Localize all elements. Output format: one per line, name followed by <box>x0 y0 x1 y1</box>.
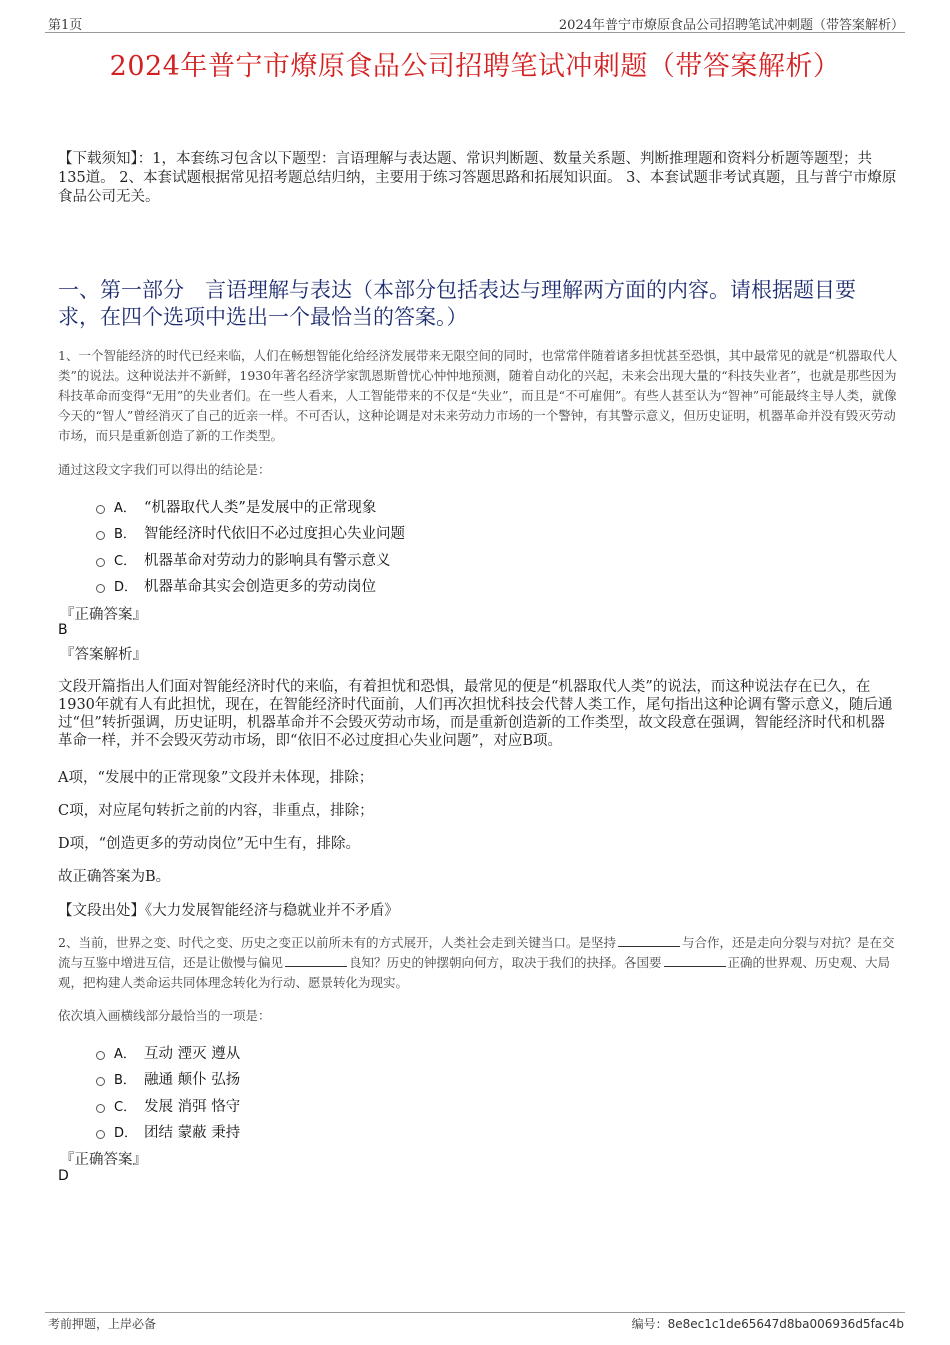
option-a[interactable]: A． 互动 湮灭 遵从 <box>96 1039 240 1066</box>
option-text: 互动 湮灭 遵从 <box>144 1045 241 1062</box>
answer-label: 『正确答案』 <box>60 1152 147 1168</box>
answer-value: B <box>58 622 68 638</box>
question-1-options <box>96 493 405 599</box>
analysis-note-d: D项，“创造更多的劳动岗位”无中生有，排除。 <box>58 836 360 852</box>
analysis-label: 『答案解析』 <box>60 647 147 663</box>
footer-divider <box>45 1312 905 1313</box>
answer-label: 『正确答案』 <box>60 607 147 623</box>
blank-line-2 <box>285 953 347 967</box>
analysis-note-a: A项，“发展中的正常现象”文段并未体现，排除； <box>58 770 374 786</box>
option-d[interactable]: D． 机器革命其实会创造更多的劳动岗位 <box>96 573 405 600</box>
option-c[interactable]: C． 发展 消弭 恪守 <box>96 1092 240 1119</box>
blank-line-3 <box>664 953 726 967</box>
option-text: 融通 颠仆 弘扬 <box>144 1072 241 1089</box>
radio-icon[interactable] <box>96 531 105 540</box>
document-code: 编号：8e8ec1c1de65647d8ba006936d5fac4b <box>631 1317 904 1331</box>
radio-icon[interactable] <box>96 1130 105 1139</box>
question-2-lead: 依次填入画横线部分最恰当的一项是： <box>58 1008 271 1023</box>
radio-icon[interactable] <box>96 505 105 514</box>
radio-icon[interactable] <box>96 584 105 593</box>
footer-slogan: 考前押题，上岸必备 <box>48 1317 157 1331</box>
option-b[interactable]: B． 融通 颠仆 弘扬 <box>96 1066 240 1093</box>
header-divider <box>45 32 905 33</box>
section-heading: 一、第一部分 言语理解与表达（本部分包括表达与理解两方面的内容。请根据题目要求，在四个选项中选出一个最恰当的答案。） <box>58 278 856 329</box>
option-text: 团结 蒙蔽 秉持 <box>144 1125 241 1142</box>
option-text: 智能经济时代依旧不必过度担心失业问题 <box>144 526 405 543</box>
analysis-note-c: C项，对应尾句转折之前的内容，非重点，排除； <box>58 803 374 819</box>
radio-icon[interactable] <box>96 1104 105 1113</box>
radio-icon[interactable] <box>96 558 105 567</box>
blank-line-1 <box>618 933 680 947</box>
analysis-conclusion: 故正确答案为B。 <box>58 869 171 885</box>
option-d[interactable]: D． 团结 蒙蔽 秉持 <box>96 1119 240 1146</box>
option-text: 机器革命其实会创造更多的劳动岗位 <box>144 579 376 596</box>
radio-icon[interactable] <box>96 1077 105 1086</box>
answer-value: D <box>58 1168 69 1184</box>
question-1-lead: 通过这段文字我们可以得出的结论是： <box>58 462 271 477</box>
option-b[interactable]: B． 智能经济时代依旧不必过度担心失业问题 <box>96 520 405 547</box>
option-text: 机器革命对劳动力的影响具有警示意义 <box>144 552 391 569</box>
passage-source: 【文段出处】《大力发展智能经济与稳就业并不矛盾》 <box>58 903 399 919</box>
analysis-text: 文段开篇指出人们面对智能经济时代的来临，有着担忧和恐惧，最常见的便是“机器取代人类”的说法，而这种说法存在已久，在1930年就有人有此担忧，现在，在智能经济时代面前，人们再次担忧科技会代替人类工作，尾句指出这种论调有警示意义，随后通过“但”转折强调，历史证明，机器革命并不会毁灭劳动市场，而是重新创造新的工作类型，故文段意在强调，智能经济时代和机器革命一样，并不会毁灭劳动市场，即“依旧不必过度担心失业问题”，对应B项。 <box>58 679 893 749</box>
download-notice: 【下载须知】：1，本套练习包含以下题型：言语理解与表达题、常识判断题、数量关系题、判断推理题和资料分析题等题型；共135道。 2、本套试题根据常见招考题总结归纳，主要用于练习答题思路和拓展知识面。 3、本套试题非考试真题，且与普宁市燎原食品公司无关。 <box>58 151 897 205</box>
option-c[interactable]: C． 机器革命对劳动力的影响具有警示意义 <box>96 546 405 573</box>
radio-icon[interactable] <box>96 1051 105 1060</box>
running-title: 2024年普宁市燎原食品公司招聘笔试冲刺题（带答案解析） <box>558 18 904 33</box>
question-1-stem: 1、一个智能经济的时代已经来临，人们在畅想智能化给经济发展带来无限空间的同时，也常常伴随着诸多担忧甚至恐惧，其中最常见的就是“机器取代人类”的说法。这种说法并不新鲜，1930年著名经济学家凯恩斯曾忧心忡忡地预测，随着自动化的兴起，未来会出现大量的“科技失业者”，也就是那些因为科技革命而变得“无用”的失业者们。在一些人看来，人工智能带来的不仅是“失业”，而且是“不可雇佣”。有些人甚至认为“智神”可能最终主导人类，就像今天的“智人”曾经消灭了自己的近亲一样。不可否认，这种论调是对未来劳动力市场的一个警钟，有其警示意义，但历史证明，机器革命并没有毁灭劳动市场，而只是重新创造了新的工作类型。 <box>58 348 898 443</box>
question-2-stem: 2、当前，世界之变、时代之变、历史之变正以前所未有的方式展开，人类社会走到关键当口。是坚持 与合作，还是走向分裂与对抗？是在交流与互鉴中增进互信，还是让傲慢与偏见 良知？历史的钟摆朝向何方，取决于我们的抉择。各国要 正确的世界观、历史观、大局观，把构建人类命运共同体理念转化为行动、愿景转化为现实。 <box>58 935 895 990</box>
option-text: “机器取代人类”是发展中的正常现象 <box>144 499 377 516</box>
page-number: 第1页 <box>48 18 83 33</box>
question-2-options <box>96 1039 240 1145</box>
option-a[interactable]: A． “机器取代人类”是发展中的正常现象 <box>96 493 405 520</box>
option-text: 发展 消弭 恪守 <box>144 1098 241 1115</box>
page-title: 2024年普宁市燎原食品公司招聘笔试冲刺题（带答案解析） <box>109 51 841 82</box>
